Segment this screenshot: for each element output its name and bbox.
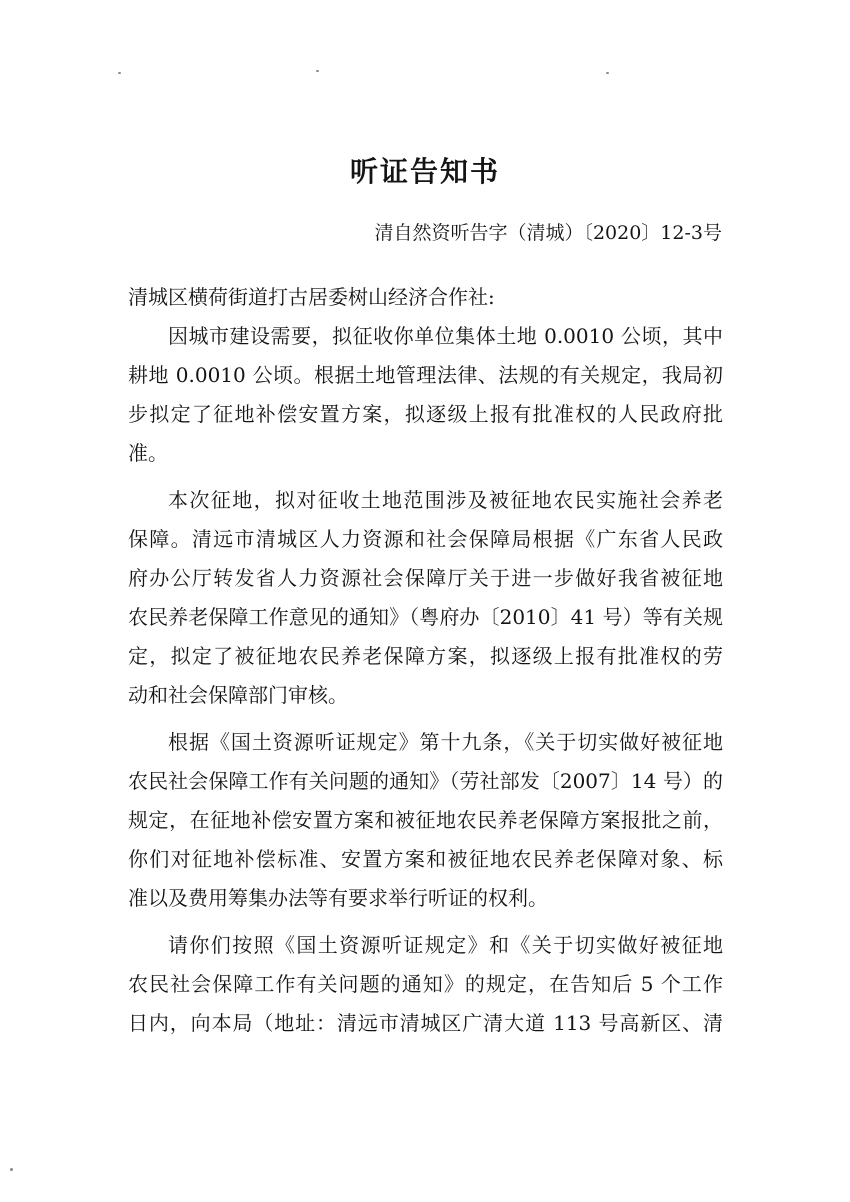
paragraph-line: 步拟定了征地补偿安置方案，拟逐级上报有批准权的人民政府批 xyxy=(128,402,723,426)
paragraph-line: 保障。清远市清城区人力资源和社会保障局根据《广东省人民政 xyxy=(128,527,723,551)
paragraph-gap xyxy=(128,473,723,481)
document-number: 清自然资听告字（清城）〔2020〕12-3号 xyxy=(374,222,722,244)
paragraph-2 xyxy=(128,481,723,715)
paragraph-line: 动和社会保障部门审核。 xyxy=(128,683,348,707)
scan-speck xyxy=(316,70,319,72)
scan-speck xyxy=(606,72,609,74)
paragraph-line: 准以及费用筹集办法等有要求举行听证的权利。 xyxy=(128,886,548,910)
paragraph-4 xyxy=(128,926,723,1043)
paragraph-line: 府办公厅转发省人力资源社会保障厅关于进一步做好我省被征地 xyxy=(128,566,723,590)
paragraph-line: 日内，向本局（地址：清远市清城区广清大道 113 号高新区、清 xyxy=(128,1011,723,1035)
paragraph-gap xyxy=(128,918,723,926)
paragraph-line: 本次征地，拟对征收土地范围涉及被征地农民实施社会养老 xyxy=(168,488,723,512)
paragraph-line: 根据《国土资源听证规定》第十九条，《关于切实做好被征地 xyxy=(168,730,723,754)
paragraph-line: 请你们按照《国土资源听证规定》和《关于切实做好被征地 xyxy=(168,933,723,957)
paragraph-line: 农民社会保障工作有关问题的通知》（劳社部发〔2007〕14 号）的 xyxy=(128,769,723,793)
scan-speck xyxy=(10,1168,13,1171)
paragraph-line: 因城市建设需要，拟征收你单位集体土地 0.0010 公顷，其中 xyxy=(168,324,723,348)
paragraph-line: 农民社会保障工作有关问题的通知》的规定，在告知后 5 个工作 xyxy=(128,972,723,996)
paragraph-3 xyxy=(128,723,723,918)
paragraph-line: 农民养老保障工作意见的通知》（粤府办〔2010〕41 号）等有关规 xyxy=(128,605,723,629)
paragraph-line: 耕地 0.0010 公顷。根据土地管理法律、法规的有关规定，我局初 xyxy=(128,363,723,387)
document-title: 听证告知书 xyxy=(349,155,500,188)
paragraph-line: 规定，在征地补偿安置方案和被征地农民养老保障方案报批之前， xyxy=(128,808,723,832)
document-body xyxy=(128,278,723,1043)
paragraph-line: 准。 xyxy=(128,441,168,465)
scan-speck xyxy=(118,72,121,74)
paragraph-gap xyxy=(128,715,723,723)
paragraph-1 xyxy=(128,317,723,473)
paragraph-line: 你们对征地补偿标准、安置方案和被征地农民养老保障对象、标 xyxy=(128,847,723,871)
paragraph-line: 定，拟定了被征地农民养老保障方案，拟逐级上报有批准权的劳 xyxy=(128,644,723,668)
addressee: 清城区横荷街道打古居委树山经济合作社: xyxy=(128,285,495,309)
